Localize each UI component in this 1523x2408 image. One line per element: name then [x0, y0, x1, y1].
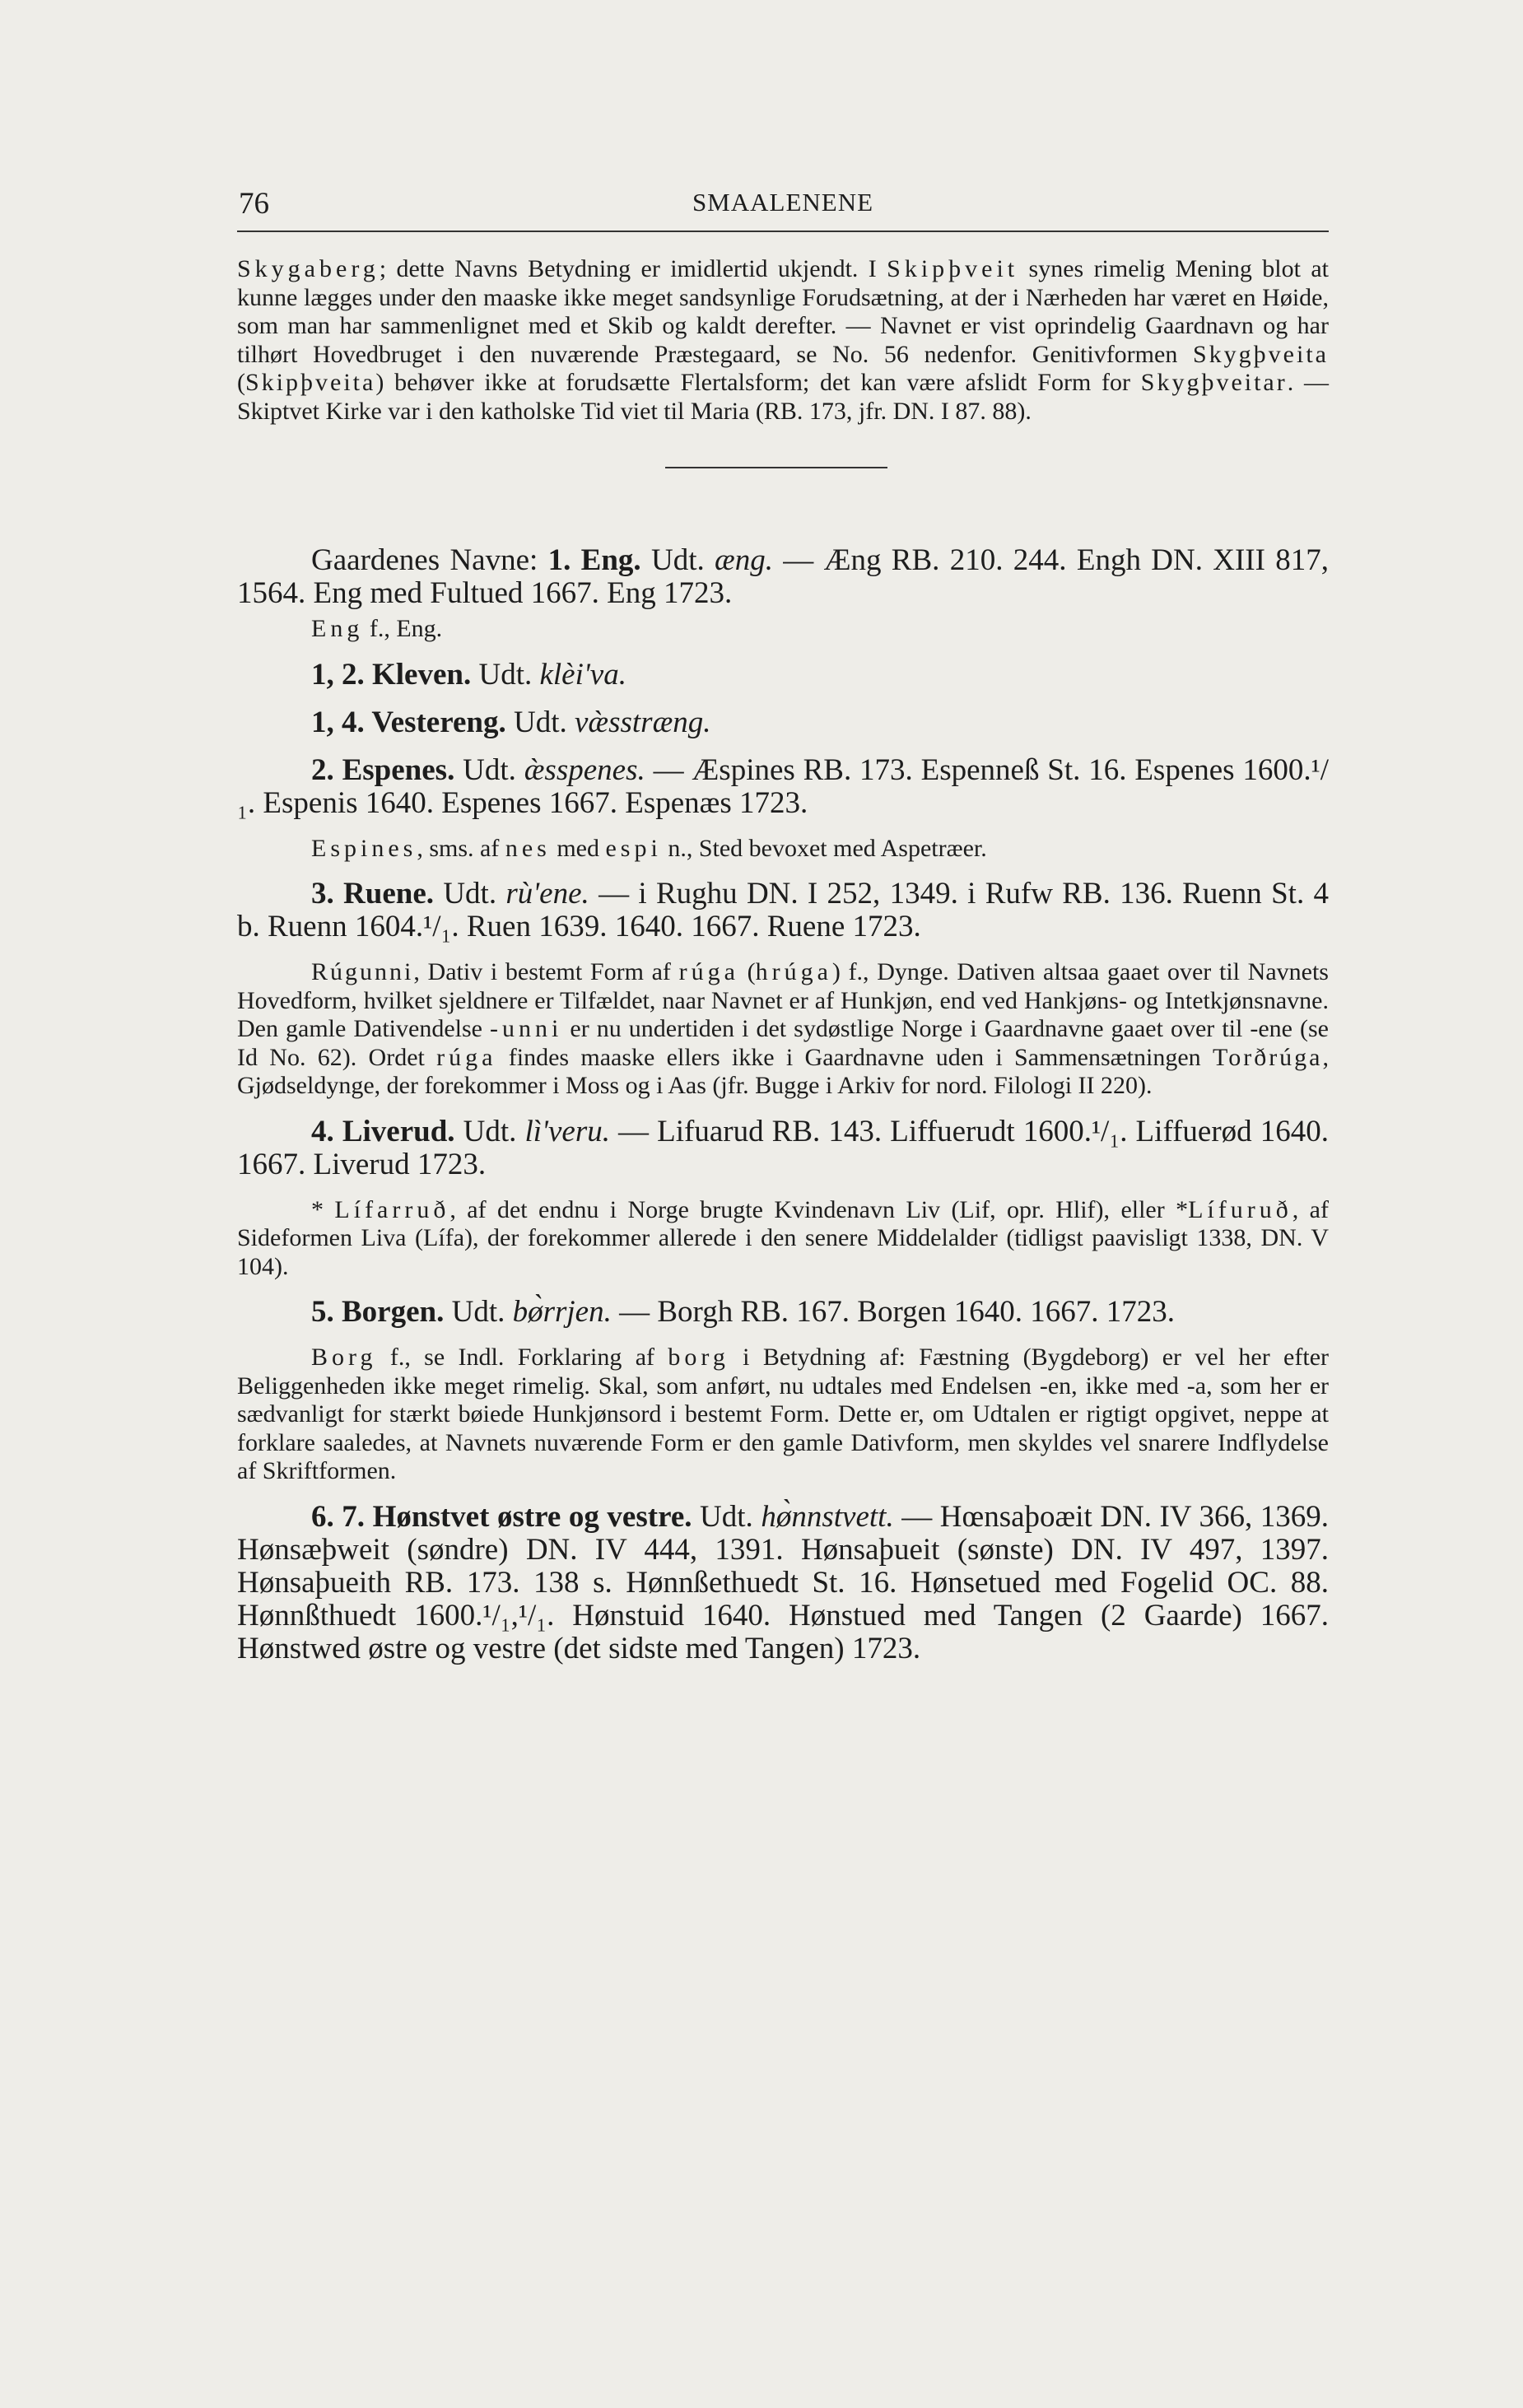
note-2-d: med — [550, 834, 606, 862]
note-1 — [237, 615, 1329, 644]
entry-1-2-name: Kleven. — [372, 657, 472, 692]
note-4-c: , af det endnu i Norge brugte Kvindenavn Liv (Lif, opr. Hlif), eller * — [449, 1195, 1189, 1223]
entry-5-rest: — Borgh RB. 167. Borgen 1640. 1667. 1723. — [611, 1295, 1176, 1329]
intro-t8: ) behøver ikke at forudsætte Flertalsform; det kan være afslidt Form for — [375, 369, 1141, 396]
note-3-c: rúga — [678, 958, 739, 985]
note-4-a: * — [311, 1195, 335, 1223]
note-5-b: f., se Indl. Forklaring af — [376, 1344, 668, 1371]
entry-5-pron: bø̀rrjen. — [512, 1295, 612, 1329]
entry-1-4-udt: Udt. — [505, 705, 575, 739]
entry-3 — [237, 878, 1329, 943]
section-divider — [665, 467, 887, 468]
note-3-f: ) f., Dynge. Dativen altsaa gaaet over til Navnets Hovedform, hvilket sjeldnere er Tilfældet, naar Navnet er af Hunkjøn, end ved Hankjøns- og Intetkjønsnavne. Den gamle Dativendelse — [237, 958, 1329, 1042]
entry-1-udt: Udt. — [640, 543, 715, 577]
entry-4 — [237, 1116, 1329, 1181]
note-1-b: f., Eng. — [363, 615, 443, 642]
note-3-i: rúga — [436, 1043, 497, 1071]
note-3-a: Rúgunni — [311, 958, 414, 985]
note-2-f: n., Sted bevoxet med Aspetræer. — [661, 834, 987, 862]
note-4 — [237, 1196, 1329, 1282]
note-2-e: espi — [605, 834, 662, 862]
entry-2 — [237, 754, 1329, 820]
entry-3-rest: — i Rughu DN. I 252, 1349. i Rufw RB. 136. Ruenn St. 4 b. Ruenn 1604.¹/₁. Ruen 1639. 1640. 1667. Ruene 1723. — [237, 877, 1329, 943]
entry-1-2 — [237, 659, 1329, 692]
entry-2-number: 2. — [311, 752, 342, 787]
entry-4-rest: — Lifuarud RB. 143. Liffuerudt 1600.¹/₁. Liffuerød 1640. 1667. Liverud 1723. — [237, 1114, 1329, 1181]
note-3-g: -unni — [490, 1015, 563, 1042]
note-2-c: nes — [505, 834, 551, 862]
note-5-a: Borg — [311, 1344, 377, 1371]
entry-1-4 — [237, 706, 1329, 739]
note-1-a: Eng — [311, 615, 364, 642]
note-5-c: borg — [668, 1344, 729, 1371]
note-3-d: ( — [738, 958, 756, 985]
intro-paragraph — [237, 255, 1329, 426]
note-3-l: , Gjødseldynge, der forekommer i Moss og i Aas (jfr. Bugge i Arkiv for nord. Filologi II 220). — [237, 1043, 1329, 1099]
note-3-k: Torðrúga — [1212, 1043, 1323, 1071]
entry-1-number: 1. — [547, 543, 581, 577]
intro-t10: . — Skiptvet Kirke var i den katholske Tid viet til Maria (RB. 173, jfr. DN. I 87. 88). — [237, 369, 1329, 425]
entry-5 — [237, 1296, 1329, 1329]
entry-3-name: Ruene. — [343, 877, 435, 911]
entry-1-pron: æng. — [715, 543, 773, 577]
entry-1-4-number: 1, 4. — [311, 705, 372, 739]
note-5 — [237, 1344, 1329, 1486]
entry-6-7-pron: hø̀nnstvett. — [761, 1499, 894, 1534]
entry-1-2-number: 1, 2. — [311, 657, 372, 692]
intro-t4: synes rimelig Mening blot at kunne lægges under den maaske ikke meget sandsynlige Forudsætning, at der i Nærheden har været en Høide, som man har sammenlignet med et Skib og kaldt derefter. — Navnet er vist oprindelig Gaardnavn og har tilhørt Hovedbruget i den nuværende Præstegaard, se No. 56 nedenfor. Genitivformen — [237, 255, 1329, 368]
intro-t9: Skygþveitar — [1140, 369, 1288, 396]
entry-6-7 — [237, 1501, 1329, 1665]
note-2-b: , sms. af — [417, 834, 505, 862]
entry-6-7-rest: — Hœnsaþoæit DN. IV 366, 1369. Hønsæþweit (søndre) DN. IV 444, 1391. Hønsaþueit (sønste) DN. IV 497, 1397. Hønsaþueith RB. 173. 138 s. Hønnßethuedt St. 16. Hønsetued med Fogelid OC. 88. Hønnßthuedt 1600.¹/₁,¹/₁. Hønstuid 1640. Hønstued med Tangen (2 Gaarde) 1667. Hønstwed østre og vestre (det sidste med Tangen) 1723. — [237, 1499, 1330, 1665]
entry-5-name: Borgen. — [342, 1295, 445, 1329]
note-3-j: findes maaske ellers ikke i Gaardnavne uden i Sammensætningen — [496, 1043, 1213, 1071]
entry-1-4-pron: væ̀sstræng. — [575, 705, 711, 739]
running-head — [237, 181, 1329, 232]
note-4-d: Lífuruð — [1188, 1195, 1292, 1223]
note-4-b: Lífarruð — [334, 1195, 450, 1223]
entry-1-2-udt: Udt. — [471, 657, 540, 692]
page — [237, 181, 1329, 2322]
entry-5-udt: Udt. — [444, 1295, 513, 1329]
entry-3-number: 3. — [311, 877, 344, 911]
note-2-a: Espines — [311, 834, 417, 862]
note-3-h: er nu undertiden i det sydøstlige Norge i Gaardnavne gaaet over til -ene (se Id No. 62). Ordet — [237, 1015, 1329, 1071]
intro-t5: Skygþveita — [1193, 340, 1329, 368]
note-3-e: hrúga — [755, 958, 832, 985]
entry-2-pron: æ̀sspenes. — [524, 752, 645, 787]
entry-3-pron: rù'ene. — [505, 877, 589, 911]
entry-1-name: Eng. — [580, 543, 641, 577]
entry-4-number: 4. — [311, 1114, 342, 1148]
entry-4-name: Liverud. — [342, 1114, 455, 1148]
entry-1-4-name: Vestereng. — [371, 705, 506, 739]
entry-1-rest: — Æng RB. 210. 244. Engh DN. XIII 817, 1564. Eng med Fultued 1667. Eng 1723. — [237, 543, 1329, 610]
intro-t1: Skygaberg — [237, 255, 380, 282]
entry-6-7-name: Hønstvet østre og vestre. — [372, 1499, 692, 1534]
entry-1-2-pron: klèi'va. — [539, 657, 626, 692]
entry-4-udt: Udt. — [454, 1114, 525, 1148]
page-number: 76 — [239, 187, 269, 221]
entry-4-pron: lì'veru. — [524, 1114, 610, 1148]
intro-t2: ; dette Navns Betydning er imidlertid ukjendt. I — [379, 255, 887, 282]
entry-2-name: Espenes. — [342, 752, 455, 787]
note-4-e: , af Sideformen Liva (Lífa), der forekommer allerede i den senere Middelalder (tidligst paavisligt 1338, DN. V 104). — [237, 1195, 1329, 1280]
note-2 — [237, 835, 1329, 864]
entry-3-udt: Udt. — [434, 877, 506, 911]
entry-6-7-number: 6. 7. — [311, 1499, 373, 1534]
entry-5-number: 5. — [311, 1295, 342, 1329]
entry-2-udt: Udt. — [454, 752, 524, 787]
intro-t6: ( — [237, 369, 245, 396]
header-title: SMAALENENE — [692, 188, 874, 217]
entry-1 — [237, 544, 1329, 610]
note-3 — [237, 958, 1329, 1101]
note-5-d: i Betydning af: Fæstning (Bygdeborg) er vel her efter Beliggenheden ikke meget rimelig. Skal, som anført, nu udtales med Endelsen -en, ikke med -a, som her er sædvanligt for stærkt bøiede Hunkjønsord i bestemt Form. Dette er, om Udtalen er rigtigt opgivet, neppe at forklare saaledes, at Navnets nuværende Form er den gamle Dativform, men skyldes vel snarere Indflydelse af Skriftformen. — [237, 1344, 1329, 1484]
note-3-b: , Dativ i bestemt Form af — [413, 958, 679, 985]
intro-t3: Skipþveit — [887, 255, 1019, 282]
intro-t7: Skipþveita — [245, 369, 376, 396]
entry-2-rest: — Æspines RB. 173. Espenneß St. 16. Espenes 1600.¹/₁. Espenis 1640. Espenes 1667. Espenæs 1723. — [237, 752, 1330, 820]
entry-6-7-udt: Udt. — [692, 1499, 762, 1534]
section-intro: Gaardenes Navne: — [311, 543, 548, 577]
